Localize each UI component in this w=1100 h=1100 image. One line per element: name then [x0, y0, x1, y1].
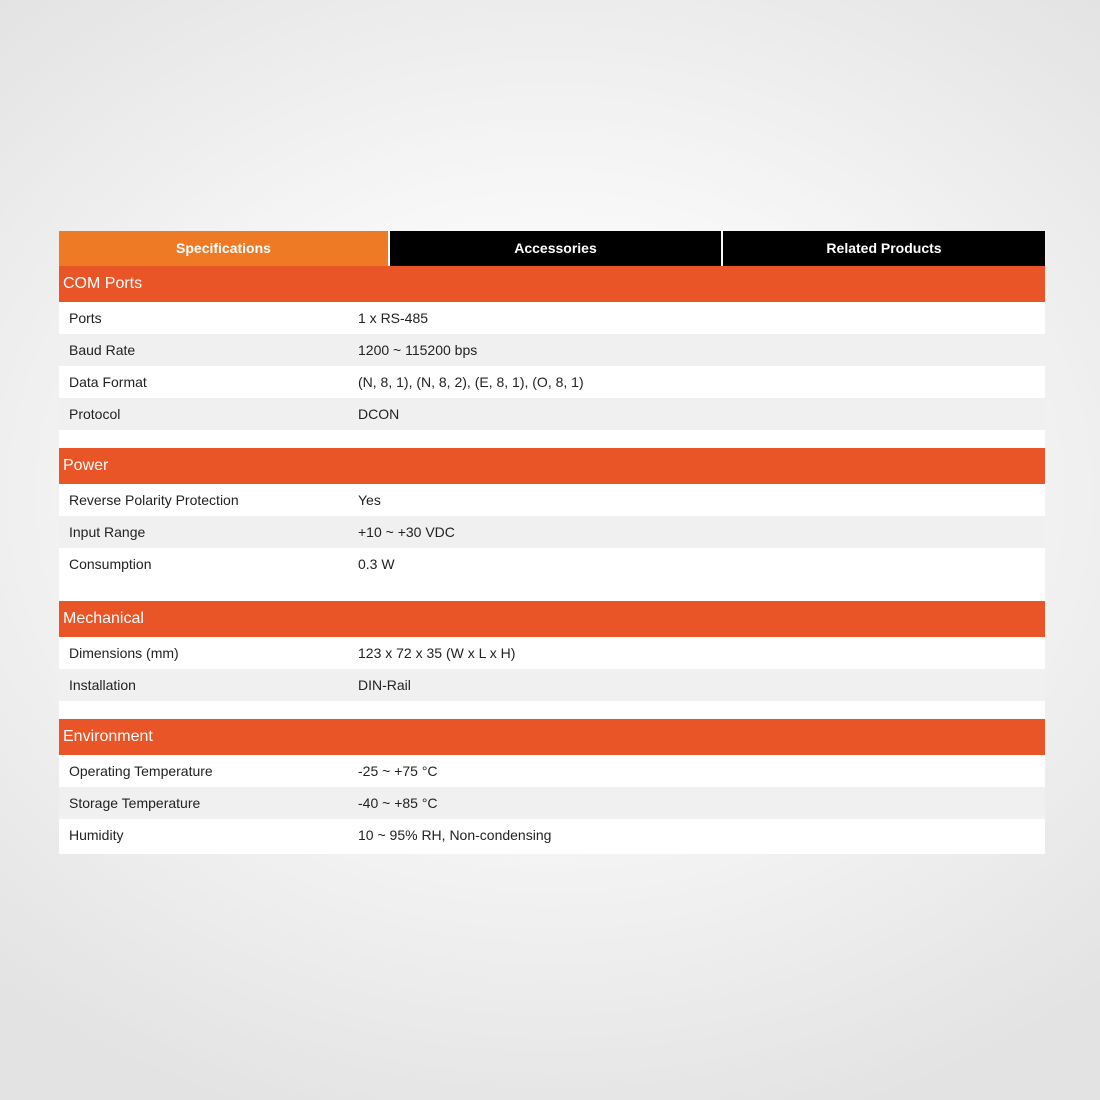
spec-label: Protocol: [69, 406, 121, 422]
section-header: COM Ports: [59, 266, 1045, 302]
section-spacer: [59, 580, 1045, 601]
spec-label: Input Range: [69, 524, 146, 540]
spec-row: [59, 484, 1045, 516]
tab-bar: [59, 231, 1045, 266]
section-mechanical: [59, 601, 1045, 719]
spec-value: -25 ~ +75 °C: [358, 763, 438, 779]
section-power: [59, 448, 1045, 601]
section-spacer: [59, 701, 1045, 719]
spec-row: [59, 637, 1045, 669]
spec-row: [59, 398, 1045, 430]
spec-label: Data Format: [69, 374, 147, 390]
spec-value: DCON: [358, 406, 400, 422]
section-spacer: [59, 430, 1045, 448]
spec-row: [59, 302, 1045, 334]
spec-label: Installation: [69, 677, 136, 693]
section-header: Mechanical: [59, 601, 1045, 637]
tab-specifications[interactable]: Specifications: [59, 231, 388, 266]
spec-label: Consumption: [69, 556, 152, 572]
section-environment: [59, 719, 1045, 854]
spec-value: (N, 8, 1), (N, 8, 2), (E, 8, 1), (O, 8, 1): [358, 374, 584, 390]
section-header: Environment: [59, 719, 1045, 755]
spec-panel: [59, 231, 1045, 854]
spec-label: Operating Temperature: [69, 763, 213, 779]
spec-row: [59, 819, 1045, 851]
section-bottom: [59, 851, 1045, 854]
spec-label: Dimensions (mm): [69, 645, 179, 661]
spec-value: 0.3 W: [358, 556, 395, 572]
spec-value: 1 x RS-485: [358, 310, 429, 326]
spec-label: Storage Temperature: [69, 795, 201, 811]
spec-row: [59, 366, 1045, 398]
spec-row: [59, 787, 1045, 819]
spec-label: Humidity: [69, 827, 124, 843]
tab-related-products[interactable]: Related Products: [723, 231, 1045, 266]
spec-value: 123 x 72 x 35 (W x L x H): [358, 645, 516, 661]
section-com-ports: [59, 266, 1045, 448]
spec-value: +10 ~ +30 VDC: [358, 524, 455, 540]
spec-value: Yes: [358, 492, 381, 508]
spec-value: DIN-Rail: [358, 677, 411, 693]
spec-row: [59, 516, 1045, 548]
section-header: Power: [59, 448, 1045, 484]
spec-value: 1200 ~ 115200 bps: [358, 342, 478, 358]
spec-label: Reverse Polarity Protection: [69, 492, 239, 508]
spec-label: Ports: [69, 310, 102, 326]
spec-row: [59, 334, 1045, 366]
spec-label: Baud Rate: [69, 342, 136, 358]
spec-row: [59, 548, 1045, 580]
spec-value: -40 ~ +85 °C: [358, 795, 438, 811]
spec-row: [59, 755, 1045, 787]
tab-accessories[interactable]: Accessories: [390, 231, 721, 266]
spec-value: 10 ~ 95% RH, Non-condensing: [358, 827, 552, 843]
spec-row: [59, 669, 1045, 701]
